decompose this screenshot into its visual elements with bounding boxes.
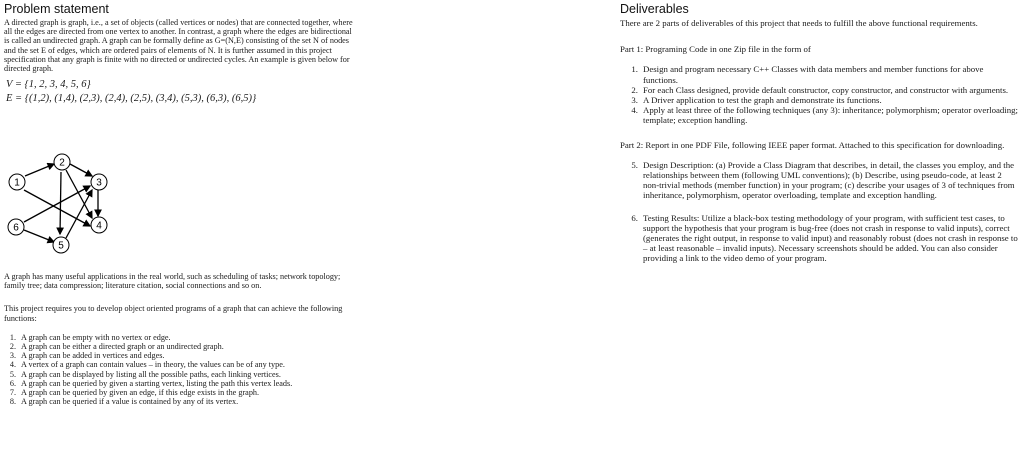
part2-list bbox=[620, 160, 1020, 264]
function-list bbox=[4, 333, 354, 407]
graph-intro-paragraph: A directed graph is graph, i.e., a set of objects (called vertices or nodes) that are connected together, where all the edges are directed from one vertex to another. In contrast, a graph where the edges are bidirectional is called an undirected graph. A graph can be formally define as G=(N,E) consisting of the set N of nodes and the set E of edges, which are ordered pairs of elements of N. It is further assumed in this project specification that any graph is finite with no directed or undirected cycles. An example is given below for directed graph. bbox=[4, 18, 353, 74]
list-item: 2. For each Class designed, provide default constructor, copy constructor, and constructor with arguments. bbox=[631, 84, 1009, 95]
list-item: 4. Apply at least three of the following techniques (any 3): inheritance; polymorphism; operator overloading; template; exception handling. bbox=[631, 105, 1018, 126]
list-item: 1. A graph can be empty with no vertex or edge. bbox=[9, 332, 171, 342]
list-item: 3. A Driver application to test the graph and demonstrate its functions. bbox=[631, 95, 882, 106]
svg-text:5: 5 bbox=[58, 240, 64, 252]
graph-node-6 bbox=[8, 219, 24, 235]
requirement-intro-paragraph: This project requires you to develop object oriented programs of a graph that can achieve the following functions: bbox=[4, 304, 343, 323]
list-item: 5. A graph can be displayed by listing all the possible paths, each linking vertices. bbox=[9, 369, 281, 379]
svg-text:1: 1 bbox=[14, 177, 20, 189]
svg-text:2: 2 bbox=[59, 157, 65, 169]
part1-heading: Part 1: Programing Code in one Zip file in the form of bbox=[620, 44, 811, 55]
edge-set-equation: E = {(1,2), (1,4), (2,3), (2,4), (2,5), (3,4), (5,3), (6,3), (6,5)} bbox=[6, 93, 257, 105]
edge-6-3 bbox=[24, 186, 90, 222]
list-item: 3. A graph can be added in vertices and edges. bbox=[9, 351, 165, 361]
list-item: 2. A graph can be either a directed graph or an undirected graph. bbox=[9, 342, 224, 352]
applications-paragraph: A graph has many useful applications in the real world, such as scheduling of tasks; network topology; family tree; data compression; literature citation, social connections and so on. bbox=[4, 272, 341, 291]
problem-statement-section bbox=[4, 0, 354, 105]
list-item: 5. Design Description: (a) Provide a Class Diagram that describes, in detail, the classes you employ, and the relationships between them (following UML conventions); (b) Describe, using pseudo-code, at least 2 non-trivial methods (member function) in your program; (c) describe your usages of 3 of techniques from inheritance, polymorphism, operator overloading, template and exception handling. bbox=[631, 159, 1015, 201]
svg-text:4: 4 bbox=[96, 220, 102, 232]
deliverables-section bbox=[620, 0, 1020, 264]
edge-1-2 bbox=[25, 164, 54, 176]
svg-text:6: 6 bbox=[13, 222, 19, 234]
graph-node-1 bbox=[9, 174, 25, 190]
edge-6-5 bbox=[24, 230, 54, 242]
vertex-set-equation: V = {1, 2, 3, 4, 5, 6} bbox=[6, 79, 91, 91]
deliverables-heading: Deliverables bbox=[620, 2, 689, 16]
part1-list bbox=[620, 64, 1020, 125]
part2-heading: Part 2: Report in one PDF File, following IEEE paper format. Attached to this specification for downloading. bbox=[620, 139, 1005, 150]
problem-statement-heading: Problem statement bbox=[4, 2, 109, 16]
list-item: 1. Design and program necessary C++ Classes with data members and member functions for above functions. bbox=[631, 64, 984, 85]
list-item: 7. A graph can be queried by given an edge, if this edge exists in the graph. bbox=[9, 388, 260, 398]
directed-graph-diagram bbox=[4, 150, 114, 265]
list-item: 6. Testing Results: Utilize a black-box testing methodology of your program, with sufficient test cases, to support the hypothesis that your program is bug-free (does not crash in response to valid inputs), correct (generates the right output, in response to valid input) and reasonably robust (does not crash in response to – at least reasonable – invalid inputs). Necessary screenshots should be added. You can also consider providing a link to the video demo of your program. bbox=[631, 212, 1018, 264]
list-item: 6. A graph can be queried by given a starting vertex, listing the path this vertex leads. bbox=[9, 378, 293, 388]
graph-node-2 bbox=[54, 154, 70, 170]
deliverables-intro: There are 2 parts of deliverables of this project that needs to fulfill the above functional requirements. bbox=[620, 18, 978, 28]
graph-node-5 bbox=[53, 237, 69, 253]
edge-2-4 bbox=[66, 170, 92, 218]
list-item: 8. A graph can be queried if a value is contained by any of its vertex. bbox=[9, 397, 239, 407]
graph-node-4 bbox=[91, 217, 107, 233]
applications-section bbox=[4, 272, 354, 406]
svg-text:3: 3 bbox=[96, 177, 102, 189]
edge-2-3 bbox=[70, 164, 92, 176]
list-item: 4. A vertex of a graph can contain values – in theory, the values can be of any type. bbox=[9, 360, 285, 370]
graph-node-3 bbox=[91, 174, 107, 190]
